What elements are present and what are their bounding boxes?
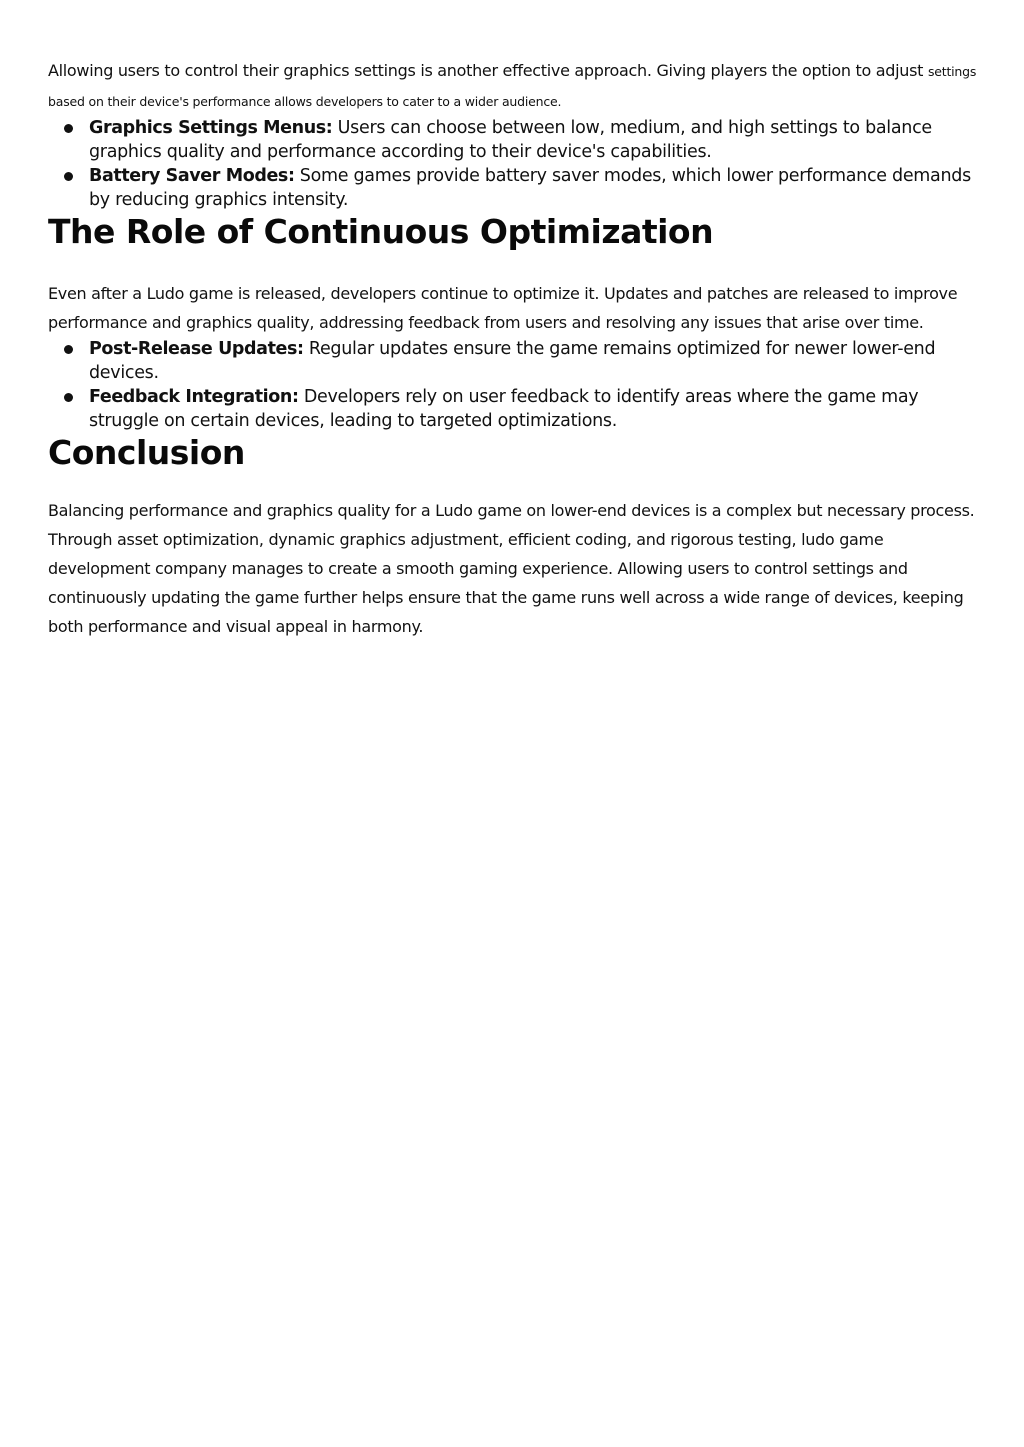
role-section-heading: The Role of Continuous Optimization	[48, 212, 714, 251]
list-item	[48, 164, 978, 212]
list-item-term: Feedback Integration:	[89, 387, 299, 407]
list-item-term: Graphics Settings Menus:	[89, 118, 333, 138]
document-page	[48, 56, 978, 641]
bullet-dot-icon	[64, 124, 73, 133]
list-item-desc: Developers rely on user feedback to identify areas where the game may struggle on certain devices, leading to targeted optimizations.	[89, 387, 919, 431]
list-item-term: Post-Release Updates:	[89, 339, 304, 359]
role-section-paragraph: Even after a Ludo game is released, developers continue to optimize it. Updates and patches are released to improve performance and graphics quality, addressing feedback from users and resolving any issues that arise over time.	[48, 284, 958, 332]
bullet-dot-icon	[64, 172, 73, 181]
list-item	[48, 337, 978, 385]
graphics-settings-list	[48, 116, 978, 212]
bullet-dot-icon	[64, 393, 73, 402]
optimization-list	[48, 337, 978, 433]
bullet-dot-icon	[64, 345, 73, 354]
intro-paragraph	[48, 56, 978, 116]
conclusion-paragraph: Balancing performance and graphics quality for a Ludo game on lower-end devices is a complex but necessary process. Through asset optimization, dynamic graphics adjustment, efficient coding, and rigorous testing, ludo game development company manages to create a smooth gaming experience. Allowing users to control settings and continuously updating the game further helps ensure that the game runs well across a wide range of devices, keeping both performance and visual appeal in harmony.	[48, 501, 975, 636]
conclusion-heading: Conclusion	[48, 433, 245, 472]
list-item-term: Battery Saver Modes:	[89, 166, 295, 186]
list-item-desc: Some games provide battery saver modes, which lower performance demands by reducing graphics intensity.	[89, 166, 971, 210]
intro-small-text: settings based on their device's performance allows developers to cater to a wider audience.	[48, 64, 977, 109]
list-item-desc: Users can choose between low, medium, and high settings to balance graphics quality and performance according to their device's capabilities.	[89, 118, 932, 162]
intro-text: Allowing users to control their graphics settings is another effective approach. Giving players the option to adjust	[48, 61, 928, 80]
list-item	[48, 116, 978, 164]
list-item	[48, 385, 978, 433]
list-item-desc: Regular updates ensure the game remains optimized for newer lower-end devices.	[89, 339, 936, 383]
